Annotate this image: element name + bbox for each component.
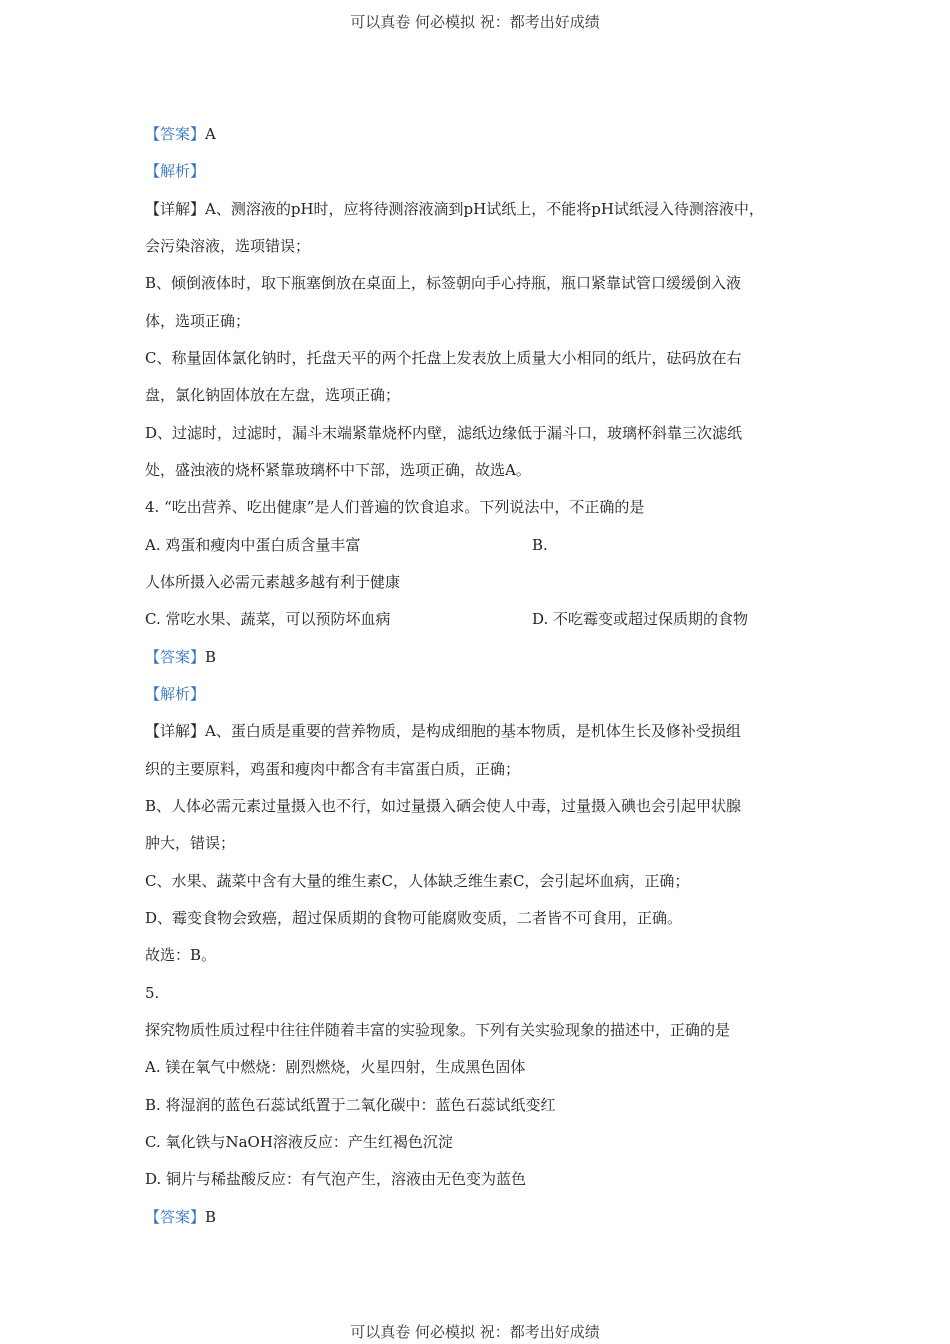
q3-detail-line-3: B、倾倒液体时，取下瓶塞倒放在桌面上，标签朝向手心持瓶，瓶口紧靠试管口缓缓倒入液 — [145, 274, 742, 292]
page-header: 可以真卷 何必模拟 祝：都考出好成绩 — [350, 13, 600, 31]
q3-detail-line-4: 体，选项正确； — [145, 312, 251, 330]
detail-tag: 【详解】 — [145, 200, 206, 218]
q4-detail-line-5: C、水果、蔬菜中含有大量的维生素C，人体缺乏维生素C，会引起坏血病，正确； — [145, 872, 690, 890]
detail-tag: 【详解】 — [145, 722, 206, 740]
q3-detail-line-1 — [145, 198, 764, 220]
q5-option-b: B. 将湿润的蓝色石蕊试纸置于二氧化碳中：蓝色石蕊试纸变红 — [145, 1096, 556, 1114]
q5-option-d: D. 铜片与稀盐酸反应：有气泡产生，溶液由无色变为蓝色 — [145, 1170, 527, 1188]
q5-number: 5. — [145, 984, 160, 1002]
page-footer: 可以真卷 何必模拟 祝：都考出好成绩 — [350, 1323, 600, 1341]
analysis-tag: 【解析】 — [145, 162, 206, 180]
q3-detail-line-8: 处，盛浊液的烧杯紧靠玻璃杯中下部，选项正确，故选A。 — [145, 461, 531, 479]
q5-option-c: C. 氧化铁与NaOH溶液反应：产生红褐色沉淀 — [145, 1133, 453, 1151]
q4-detail-line-1 — [145, 720, 741, 742]
analysis-tag: 【解析】 — [145, 685, 206, 703]
q3-detail-line-5: C、称量固体氯化钠时，托盘天平的两个托盘上发表放上质量大小相同的纸片，砝码放在右 — [145, 349, 742, 367]
detail-text: A、蛋白质是重要的营养物质，是构成细胞的基本物质，是机体生长及修补受损组 — [205, 722, 741, 740]
q5-answer-line — [145, 1206, 216, 1228]
answer-value: B — [205, 1208, 217, 1226]
q4-detail-line-6: D、霉变食物会致癌，超过保质期的食物可能腐败变质，二者皆不可食用，正确。 — [145, 909, 683, 927]
q4-detail-line-3: B、人体必需元素过量摄入也不行，如过量摄入硒会使人中毒，过量摄入碘也会引起甲状腺 — [145, 797, 742, 815]
q4-option-a: A. 鸡蛋和瘦肉中蛋白质含量丰富 — [145, 536, 361, 554]
answer-value: B — [205, 648, 217, 666]
answer-tag: 【答案】 — [145, 125, 206, 143]
q4-detail-line-4: 肿大，错误； — [145, 834, 236, 852]
q3-detail-line-7: D、过滤时，过滤时，漏斗末端紧靠烧杯内壁，滤纸边缘低于漏斗口，玻璃杯斜靠三次滤纸 — [145, 424, 743, 442]
q4-option-c: C. 常吃水果、蔬菜，可以预防坏血病 — [145, 610, 391, 628]
answer-value: A — [205, 125, 216, 143]
answer-tag: 【答案】 — [145, 648, 206, 666]
q3-detail-line-2: 会污染溶液，选项错误； — [145, 237, 311, 255]
q3-answer-line — [145, 123, 216, 145]
q4-answer-line — [145, 646, 216, 668]
q5-option-a: A. 镁在氧气中燃烧：剧烈燃烧，火星四射，生成黑色固体 — [145, 1058, 526, 1076]
q4-detail-line-2: 织的主要原料，鸡蛋和瘦肉中都含有丰富蛋白质，正确； — [145, 760, 521, 778]
q4-option-b-label: B. — [532, 536, 548, 554]
q3-detail-line-6: 盘，氯化钠固体放在左盘，选项正确； — [145, 386, 401, 404]
q4-option-d: D. 不吃霉变或超过保质期的食物 — [532, 610, 749, 628]
detail-text: A、测溶液的pH时，应将待测溶液滴到pH试纸上，不能将pH试纸浸入待测溶液中， — [205, 200, 764, 218]
q4-stem: 4. “吃出营养、吃出健康”是人们普遍的饮食追求。下列说法中，不正确的是 — [145, 498, 645, 516]
q5-stem: 探究物质性质过程中往往伴随着丰富的实验现象。下列有关实验现象的描述中，正确的是 — [145, 1021, 731, 1039]
q4-conclusion: 故选：B。 — [145, 946, 217, 964]
answer-tag: 【答案】 — [145, 1208, 206, 1226]
q4-option-b-text: 人体所摄入必需元素越多越有利于健康 — [145, 573, 401, 591]
